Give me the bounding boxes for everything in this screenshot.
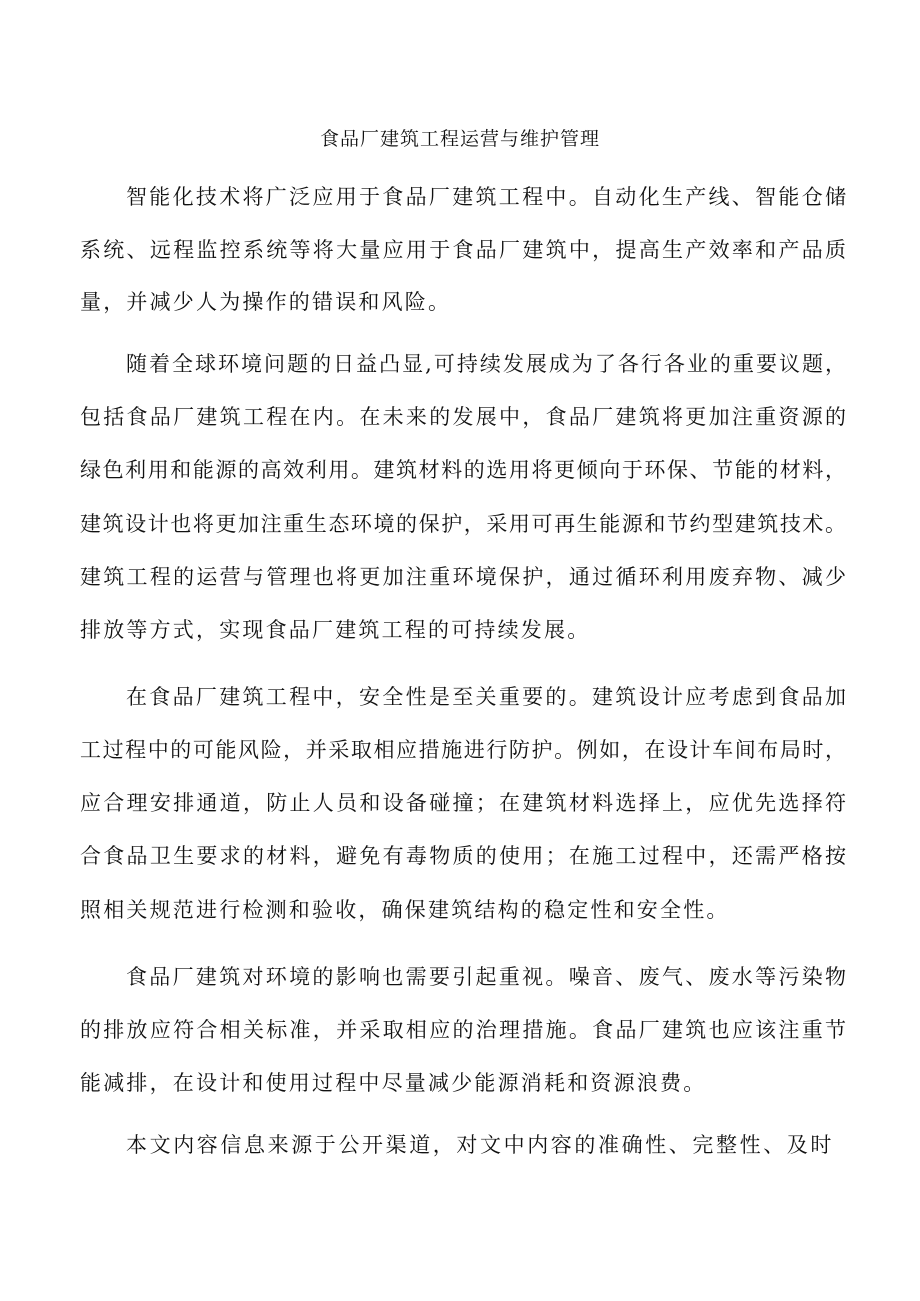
text-line: 本文内容信息来源于公开渠道，对文中内容的准确性、完整性、及时: [126, 1133, 834, 1157]
text-line: 包括食品厂建筑工程在内。在未来的发展中，食品厂建筑将更加注重资源的: [80, 405, 846, 429]
text-line: 照相关规范进行检测和验收，确保建筑结构的稳定性和安全性。: [80, 898, 730, 922]
page-title: 食品厂建筑工程运营与维护管理: [319, 128, 600, 150]
text-line: 工过程中的可能风险，并采取相应措施进行防护。例如，在设计车间布局时，: [80, 738, 846, 762]
text-line: 随着全球环境问题的日益凸显,可持续发展成为了各行各业的重要议题，: [126, 352, 846, 376]
text-line: 的排放应符合相关标准，并采取相应的治理措施。食品厂建筑也应该注重节: [80, 1018, 846, 1042]
text-line: 能减排，在设计和使用过程中尽量减少能源消耗和资源浪费。: [80, 1071, 707, 1095]
text-line: 系统、远程监控系统等将大量应用于食品厂建筑中，提高生产效率和产品质: [80, 238, 846, 262]
text-line: 建筑工程的运营与管理也将更加注重环境保护，通过循环利用废弃物、减少: [80, 565, 846, 589]
text-line: 应合理安排通道，防止人员和设备碰撞；在建筑材料选择上，应优先选择符: [80, 791, 846, 815]
text-line: 食品厂建筑对环境的影响也需要引起重视。噪音、废气、废水等污染物: [126, 965, 846, 989]
text-line: 排放等方式，实现食品厂建筑工程的可持续发展。: [80, 618, 591, 642]
text-line: 在食品厂建筑工程中，安全性是至关重要的。建筑设计应考虑到食品加: [126, 685, 846, 709]
text-line: 建筑设计也将更加注重生态环境的保护，采用可再生能源和节约型建筑技术。: [80, 512, 846, 536]
text-line: 合食品卫生要求的材料，避免有毒物质的使用；在施工过程中，还需严格按: [80, 844, 846, 868]
text-line: 智能化技术将广泛应用于食品厂建筑工程中。自动化生产线、智能仓储: [126, 185, 846, 209]
text-line: 绿色利用和能源的高效利用。建筑材料的选用将更倾向于环保、节能的材料，: [80, 458, 846, 482]
text-line: 量，并减少人为操作的错误和风险。: [80, 290, 452, 314]
